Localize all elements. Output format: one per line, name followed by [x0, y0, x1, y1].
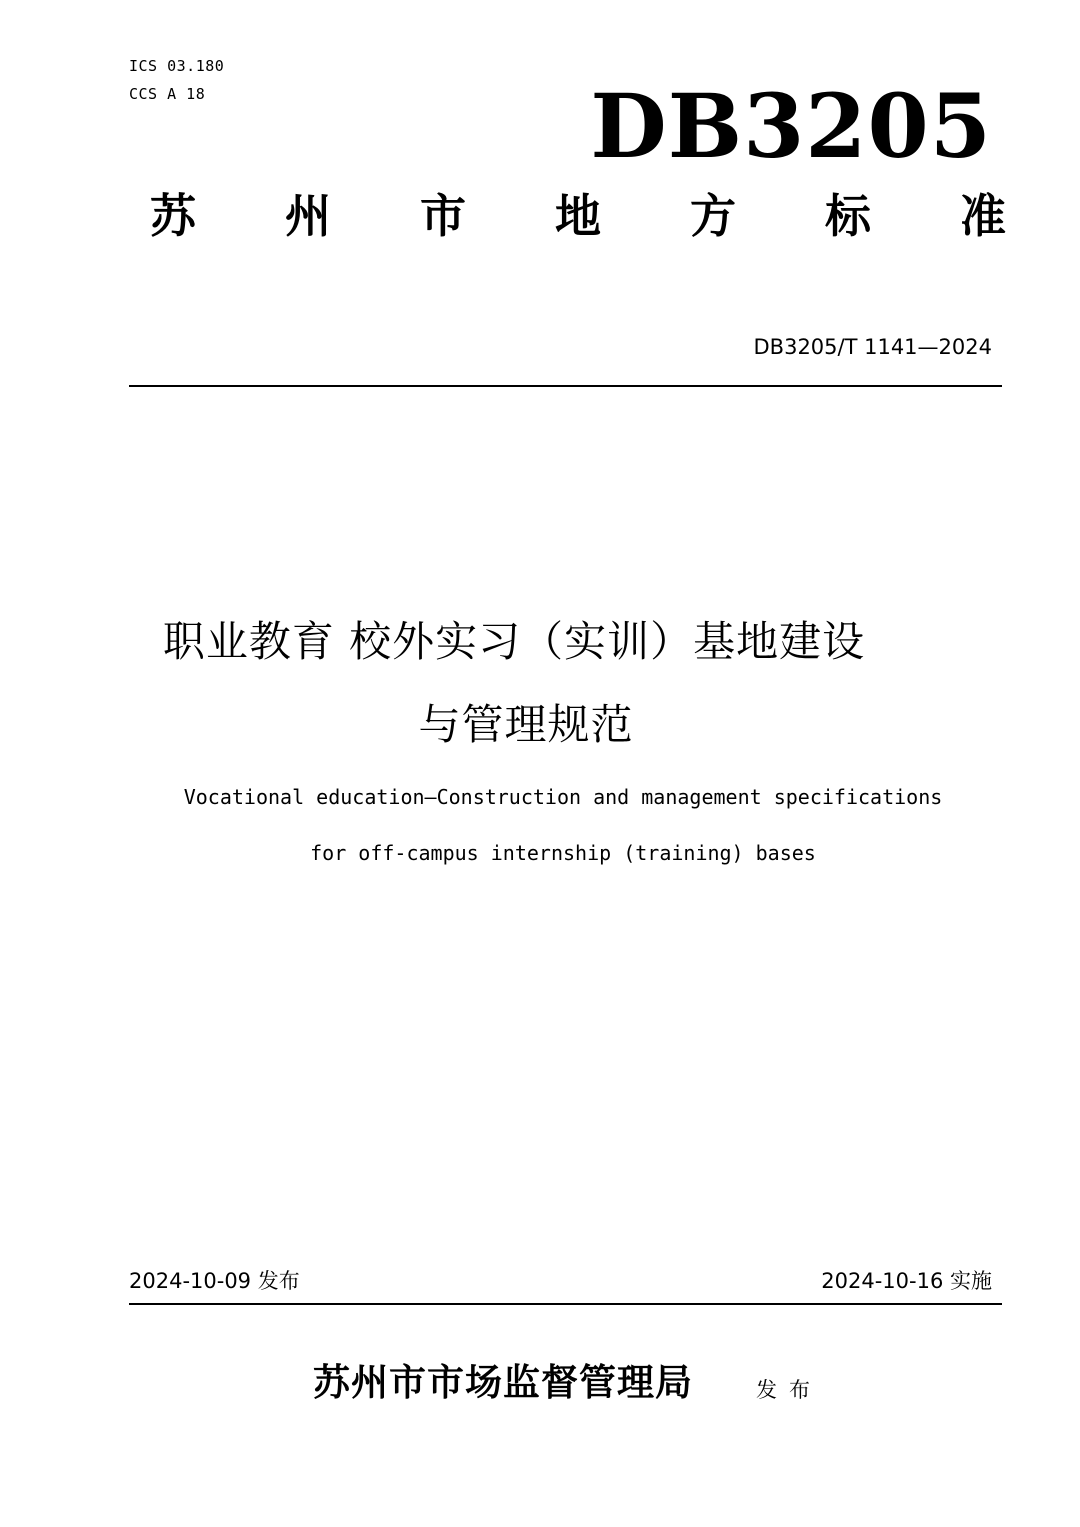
- ccs-code: CCS A 18: [129, 85, 206, 103]
- title-english-line-1: Vocational education—Construction and management specifications: [183, 785, 943, 809]
- standard-type-char: 地: [555, 189, 601, 243]
- title-english-line-2: for off-campus internship (training) bases: [310, 841, 816, 865]
- publish-label: 发布: [756, 1378, 822, 1402]
- issue-date: 2024-10-09 发布: [129, 1269, 300, 1293]
- standard-type-char: 方: [690, 189, 736, 243]
- standard-type-char: 准: [960, 189, 1006, 243]
- publisher-name: 苏州市市场监督管理局: [313, 1360, 693, 1404]
- standard-type-char: 州: [285, 189, 331, 243]
- standard-type-char: 标: [825, 189, 871, 243]
- top-divider: [129, 385, 1002, 387]
- ics-code: ICS 03.180: [129, 57, 225, 75]
- bottom-divider: [129, 1303, 1002, 1305]
- db-standard-code: DB3205: [590, 74, 992, 178]
- implementation-date: 2024-10-16 实施: [821, 1269, 992, 1293]
- standard-type-char: 市: [420, 189, 466, 243]
- standard-type-char: 苏: [150, 189, 196, 243]
- standard-type-heading: [150, 186, 1006, 246]
- title-chinese-line-2: 与管理规范: [418, 700, 634, 749]
- standard-number: DB3205/T 1141—2024: [753, 335, 992, 359]
- title-chinese-line-1: 职业教育 校外实习（实训）基地建设: [162, 617, 866, 666]
